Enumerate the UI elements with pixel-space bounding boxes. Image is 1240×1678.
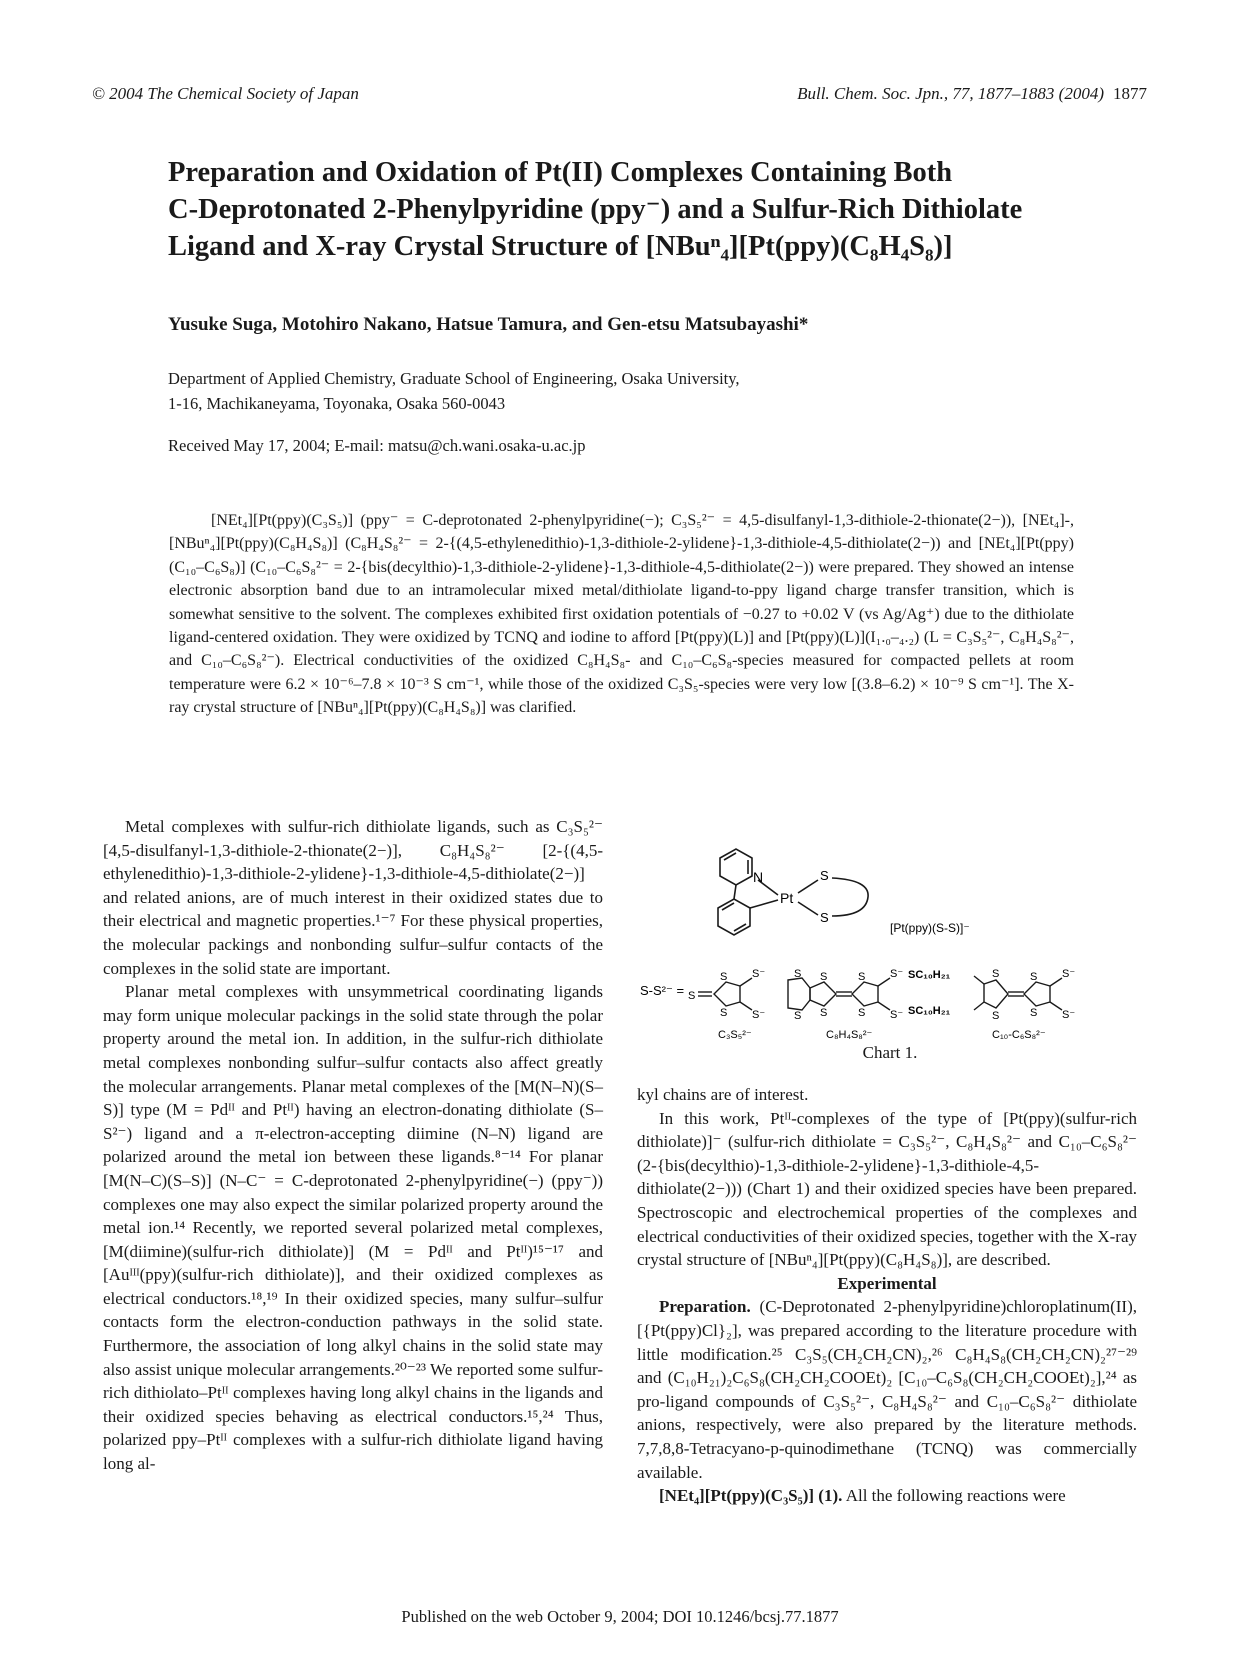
c8h4s8-s-minus-bottom: S⁻ xyxy=(890,1009,904,1021)
atom-pt-label: Pt xyxy=(780,890,794,906)
preparation-text: (C-Deprotonated 2-phenylpyridine)chloroplatinum(II), [{Pt(ppy)Cl}₂], was prepared according to the literature procedure with little modification.²⁵ C₃S₅(CH₂CH₂CN)₂,²⁶ C₈H₄S₈(CH₂CH₂CN)₂²⁷⁻²⁹ and (C₁₀H₂₁)₂C₆S₈(CH₂CH₂COOEt)₂ [C₁₀–C₆S₈(CH₂CH₂COOEt)₂],²⁴ as pro-ligand compounds of C₃S₅²⁻, C₈H₄S₈²⁻ and C₁₀–C₆S₈²⁻ dithiolate anions, respectively, were also prepared by the literature methods. 7,7,8,8-Tetracyano-p-quinodimethane (TCNQ) was commercially available. xyxy=(637,1297,1138,1482)
c10c6s8-s2: S xyxy=(992,1010,1000,1022)
compound-1-heading: [NEt₄][Pt(ppy)(C₃S₅)] (1). xyxy=(659,1486,843,1506)
c10c6s8-structure xyxy=(974,976,1062,1010)
chart-caption: Chart 1. xyxy=(862,1043,918,1062)
right-paragraph-1: In this work, Ptᴵᴵ-complexes of the type of [Pt(ppy)(sulfur-rich dithiolate)]⁻ (sulfur-rich dithiolate = C₃S₅²⁻, C₈H₄S₈²⁻ and C₁₀–C₆S₈²⁻ (2-{bis(decylthio)-1,3-dithiole-2-ylidene}-1,3-dithiole-4,5-dithiolate(2−))) (Chart 1) and their oxidized species have been prepared. Spectroscopic and electrochemical properties of the complexes and electrical conductivities of their oxidized species, together with the X-ray crystal structure of [NBuⁿ₄][Pt(ppy)(C₈H₄S₈)], are described. xyxy=(637,1108,1137,1270)
c10c6s8-label: C₁₀-C₆S₈²⁻ xyxy=(992,1029,1046,1040)
c8h4s8-s1: S xyxy=(794,968,802,980)
received-line: Received May 17, 2004; E-mail: matsu@ch.wani.osaka-u.ac.jp xyxy=(168,436,586,455)
chart-1-figure xyxy=(640,820,1140,1075)
c3s5-s-exo: S xyxy=(688,990,696,1002)
publication-footer: Published on the web October 9, 2004; DOI 10.1246/bcsj.77.1877 xyxy=(401,1607,839,1626)
affiliation-line-1: Department of Applied Chemistry, Graduate School of Engineering, Osaka University, xyxy=(168,369,740,388)
c10c6s8-s4: S xyxy=(1030,1007,1038,1019)
intro-paragraph-1: Metal complexes with sulfur-rich dithiolate ligands, such as C₃S₅²⁻ [4,5-disulfanyl-1,3-dithiole-2-thionate(2−)], C₈H₄S₈²⁻ [2-{(4,5-ethylenedithio)-1,3-dithiole-2-ylidene}-1,3-dithiole-4,5-dithiolate(2−)] and related anions, are of much interest in their oxidized states due to their electrical and magnetic properties.¹⁻⁷ For these physical properties, the molecular packings and nonbonding sulfur–sulfur contacts of the complexes in the solid state are important. xyxy=(103,817,603,978)
running-header-journal: Bull. Chem. Soc. Jpn., 77, 1877–1883 (2004) xyxy=(797,84,1104,103)
c10c6s8-s-minus-top: S⁻ xyxy=(1062,968,1076,980)
c8h4s8-s5: S xyxy=(858,971,866,983)
c3s5-s-ring-bottom: S xyxy=(720,1007,728,1019)
c8h4s8-s-minus-top: S⁻ xyxy=(890,968,904,980)
left-column xyxy=(103,815,603,1476)
c10c6s8-s1: S xyxy=(992,968,1000,980)
preparation-heading: Preparation. xyxy=(659,1297,751,1317)
c8h4s8-s2: S xyxy=(794,1010,802,1022)
right-paragraph-continued: kyl chains are of interest. xyxy=(637,1085,809,1104)
right-column xyxy=(637,1083,1137,1508)
c3s5-label: C₃S₅²⁻ xyxy=(718,1029,752,1040)
c8h4s8-structure xyxy=(788,978,890,1010)
preparation-paragraph xyxy=(637,1295,1137,1484)
c10c6s8-s-minus-bottom: S⁻ xyxy=(1062,1009,1076,1021)
c10c6s8-sc10-bottom: SC₁₀H₂₁ xyxy=(908,1005,951,1017)
title-line-3: Ligand and X-ray Crystal Structure of [NBuⁿ₄][Pt(ppy)(C₈H₄S₈)] xyxy=(168,231,953,262)
intro-paragraph-2: Planar metal complexes with unsymmetrical coordinating ligands may form unique molecular packings in the solid state through the polar property around the metal ion. In addition, in the sulfur-rich dithiolate metal complexes nonbonding sulfur–sulfur contacts also affect greatly the molecular arrangements. Planar metal complexes of the [M(N–N)(S–S)] type (M = Pdᴵᴵ and Ptᴵᴵ) having an electron-donating dithiolate (S–S²⁻) ligand and a π-electron-accepting diimine (N–N) ligand are polarized around the metal ion between these ligands.⁸⁻¹⁴ For planar [M(N–C)(S–S)] (N–C⁻ = C-deprotonated 2-phenylpyridine(−) (ppy⁻)) complexes one may also expect the similar polarized property around the metal ion.¹⁴ Recently, we reported several polarized metal complexes, [M(diimine)(sulfur-rich dithiolate)] (M = Pdᴵᴵ and Ptᴵᴵ)¹⁵⁻¹⁷ and [Auᴵᴵᴵ(ppy)(sulfur-rich dithiolate)], and their oxidized complexes as electrical conductors.¹⁸,¹⁹ In their oxidized species, many sulfur–sulfur contacts form the electron-conduction pathways in the solid state. Furthermore, the association of long alkyl chains in the solid state may also assist unique molecular arrangements.²⁰⁻²³ We reported some sulfur-rich dithiolato–Ptᴵᴵ complexes having long alkyl chains in the ligands and their oxidized species behaving as electrical conductors.¹⁵,²⁴ Thus, polarized ppy–Ptᴵᴵ complexes with a sulfur-rich dithiolate ligand having long al- xyxy=(103,982,603,1474)
ss-label: S-S²⁻ = xyxy=(640,983,685,998)
section-heading-experimental: Experimental xyxy=(837,1273,937,1293)
c8h4s8-s3: S xyxy=(820,971,828,983)
abstract-text: [NEt₄][Pt(ppy)(C₃S₅)] (ppy⁻ = C-deprotonated 2-phenylpyridine(−); C₃S₅²⁻ = 4,5-disulfanyl-1,3-dithiole-2-thionate(2−)), [NEt₄]-, [NBuⁿ₄][Pt(ppy)(C₈H₄S₈)] (C₈H₄S₈²⁻ = 2-{(4,5-ethylenedithio)-1,3-dithiole-2-ylidene}-1,3-dithiole-4,5-dithiolate(2−)) and [NEt₄][Pt(ppy)(C₁₀–C₆S₈)] (C₁₀–C₆S₈²⁻ = 2-{bis(decylthio)-1,3-dithiole-2-ylidene}-1,3-dithiole-4,5-dithiolate(2−)) were prepared. They showed an intense electronic absorption band due to an intramolecular mixed metal/dithiolate ligand-to-ppy ligand charge transfer transition, which is somewhat sensitive to the solvent. The complexes exhibited first oxidation potentials of −0.27 to +0.02 V (vs Ag/Ag⁺) due to the dithiolate ligand-centered oxidation. They were oxidized by TCNQ and iodine to afford [Pt(ppy)(L)] and [Pt(ppy)(L)](I₁.₀–₄.₂) (L = C₃S₅²⁻, C₈H₄S₈²⁻, and C₁₀–C₆S₈²⁻). Electrical conductivities of the oxidized C₈H₄S₈- and C₁₀–C₆S₈-species measured for compacted pellets at room temperature were 6.2 × 10⁻⁶–7.8 × 10⁻³ S cm⁻¹, while those of the oxidized C₃S₅-species were very low [(3.8–6.2) × 10⁻⁹ S cm⁻¹]. The X-ray crystal structure of [NBuⁿ₄][Pt(ppy)(C₈H₄S₈)] was clarified. xyxy=(169,512,1074,717)
atom-s-bottom: S xyxy=(820,910,829,925)
running-header-copyright: © 2004 The Chemical Society of Japan xyxy=(92,84,359,103)
compound-1-text: All the following reactions were xyxy=(845,1486,1066,1506)
phenyl-ring xyxy=(718,899,750,935)
c8h4s8-s6: S xyxy=(858,1007,866,1019)
c3s5-s-ring-top: S xyxy=(720,971,728,983)
chemical-structures xyxy=(640,820,1140,1040)
c3s5-s-minus-top: S⁻ xyxy=(752,968,766,980)
c10c6s8-sc10-top: SC₁₀H₂₁ xyxy=(908,969,951,981)
dithiolate-arc xyxy=(832,878,868,916)
compound-1-paragraph xyxy=(637,1484,1137,1508)
paper-title xyxy=(168,154,1108,265)
affiliation xyxy=(168,366,740,416)
c3s5-s-minus-bottom: S⁻ xyxy=(752,1009,766,1021)
c8h4s8-s4: S xyxy=(820,1007,828,1019)
c8h4s8-label: C₈H₄S₈²⁻ xyxy=(826,1029,873,1040)
atom-n-label: N xyxy=(753,869,764,885)
c10c6s8-s3: S xyxy=(1030,971,1038,983)
title-line-1: Preparation and Oxidation of Pt(II) Complexes Containing Both xyxy=(168,157,953,188)
affiliation-line-2: 1-16, Machikaneyama, Toyonaka, Osaka 560-0043 xyxy=(168,394,506,413)
title-line-2: C-Deprotonated 2-Phenylpyridine (ppy⁻) and a Sulfur-Rich Dithiolate xyxy=(168,194,1023,225)
author-list: Yusuke Suga, Motohiro Nakano, Hatsue Tamura, and Gen-etsu Matsubayashi* xyxy=(168,314,809,335)
complex-label: [Pt(ppy)(S-S)]⁻ xyxy=(890,921,970,935)
atom-s-top: S xyxy=(820,868,829,883)
abstract xyxy=(169,509,1074,720)
page-number: 1877 xyxy=(1113,84,1147,103)
